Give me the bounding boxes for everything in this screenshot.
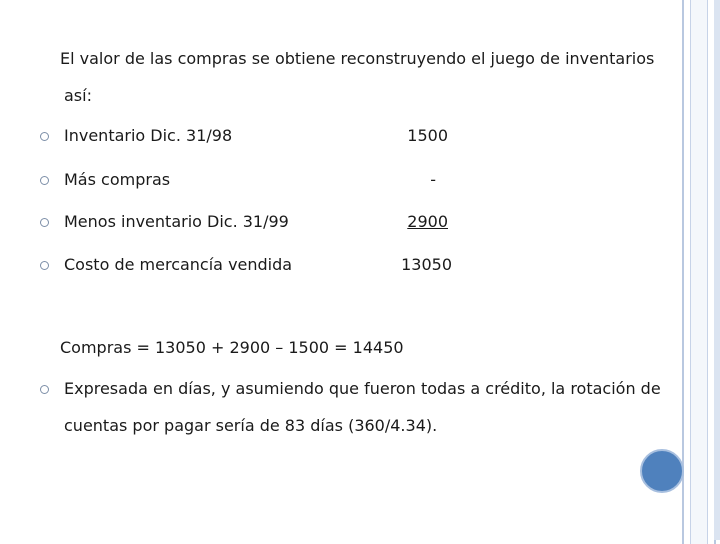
- bullet-icon: [40, 176, 49, 185]
- item-value-3: 2900: [407, 212, 448, 231]
- bullet-icon: [40, 385, 49, 394]
- item-label-2: Más compras: [64, 170, 171, 189]
- intro-line-1: El valor de las compras se obtiene reconstruyendo el juego de inventarios: [60, 49, 655, 68]
- formula-text: Compras = 13050 + 2900 – 1500 = 14450: [60, 338, 404, 357]
- item-label-1: Inventario Dic. 31/98: [64, 126, 233, 145]
- note-line-1: Expresada en días, y asumiendo que fueron todas a crédito, la rotación de: [64, 379, 661, 398]
- note-line-2: cuentas por pagar sería de 83 días (360/4.34).: [64, 416, 438, 435]
- intro-line-2: así:: [64, 86, 92, 105]
- bullet-icon: [40, 132, 49, 141]
- bullet-icon: [40, 218, 49, 227]
- item-label-3: Menos inventario Dic. 31/99: [64, 212, 289, 231]
- item-value-4: 13050: [401, 255, 452, 274]
- decorative-frame-edge: [714, 0, 720, 540]
- decorative-circle: [640, 449, 684, 493]
- bullet-icon: [40, 261, 49, 270]
- decorative-frame-inner: [690, 0, 708, 544]
- item-value-1: 1500: [407, 126, 448, 145]
- item-value-2: -: [430, 170, 436, 189]
- item-label-4: Costo de mercancía vendida: [64, 255, 293, 274]
